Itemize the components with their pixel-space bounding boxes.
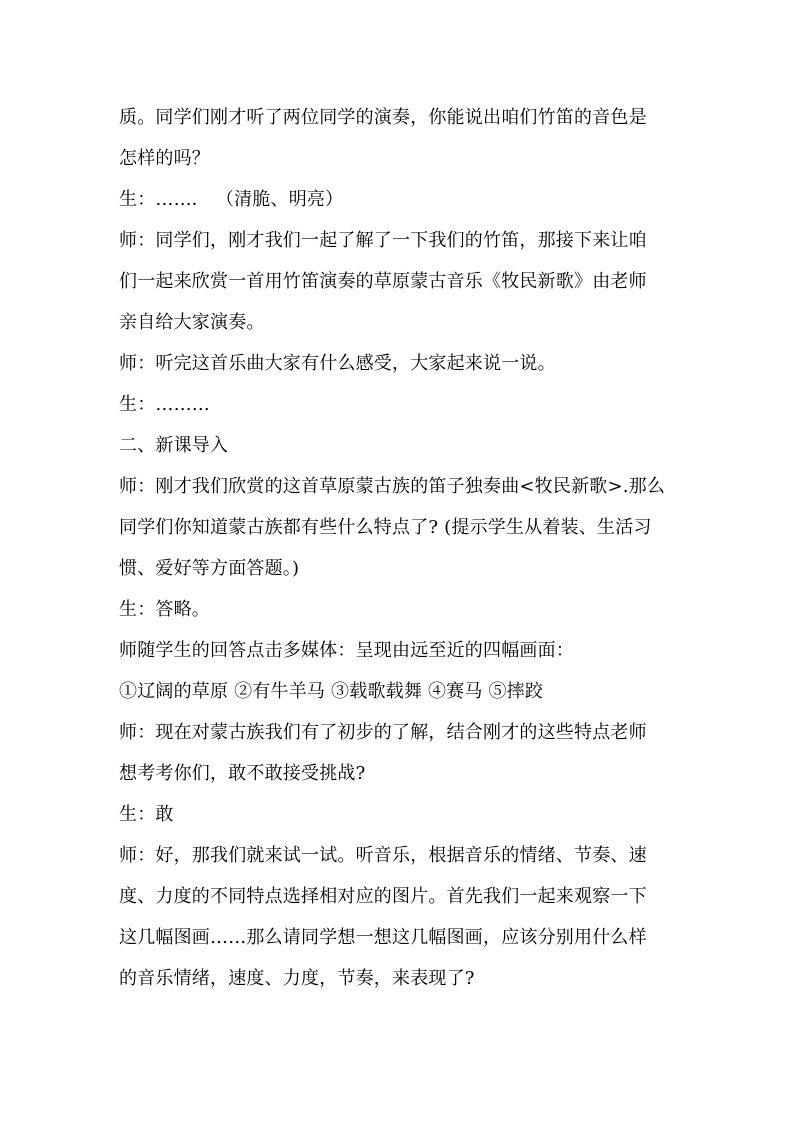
text-line: 的音乐情绪，速度、力度，节奏，来表现了? — [119, 968, 475, 989]
text-line: 师：同学们，刚才我们一起了解了一下我们的竹笛，那接下来让咱 — [119, 230, 647, 251]
text-line: 师：听完这首乐曲大家有什么感受，大家起来说一说。 — [119, 353, 556, 374]
text-line: 师：好，那我们就来试一试。听音乐，根据音乐的情绪、节奏、速 — [119, 845, 647, 866]
text-line: 这几幅图画……那么请同学想一想这几幅图画，应该分别用什么样 — [119, 927, 647, 948]
text-line: 师：现在对蒙古族我们有了初步的了解，结合刚才的这些特点老师 — [119, 722, 647, 743]
text-line: 亲自给大家演奏。 — [119, 312, 265, 333]
text-line: 生：……… — [119, 394, 210, 415]
document-body — [119, 97, 684, 999]
text-line: 生：敢 — [119, 804, 174, 825]
text-line: 师随学生的回答点击多媒体：呈现由远至近的四幅画面： — [119, 640, 574, 661]
text-line: 生：答略。 — [119, 599, 210, 620]
text-line: 度、力度的不同特点选择相对应的图片。首先我们一起来观察一下 — [119, 886, 647, 907]
text-line: 质。同学们刚才听了两位同学的演奏，你能说出咱们竹笛的音色是 — [119, 107, 647, 128]
text-line: 惯、爱好等方面答题。) — [119, 558, 300, 579]
text-line: ①辽阔的草原 ②有牛羊马 ③载歌载舞 ④赛马 ⑤摔跤 — [119, 681, 544, 702]
text-line: 们一起来欣赏一首用竹笛演奏的草原蒙古音乐《牧民新歌》由老师 — [119, 271, 647, 292]
text-line: 师：刚才我们欣赏的这首草原蒙古族的笛子独奏曲<牧民新歌>.那么 — [119, 476, 666, 497]
text-line: 生：……． （清脆、明亮） — [119, 189, 344, 210]
text-line: 同学们你知道蒙古族都有些什么特点了? (提示学生从着装、生活习 — [119, 517, 652, 538]
text-line: 怎样的吗？ — [119, 148, 210, 169]
section-heading: 二、新课导入 — [119, 435, 229, 456]
text-line: 想考考你们，敢不敢接受挑战? — [119, 763, 366, 784]
